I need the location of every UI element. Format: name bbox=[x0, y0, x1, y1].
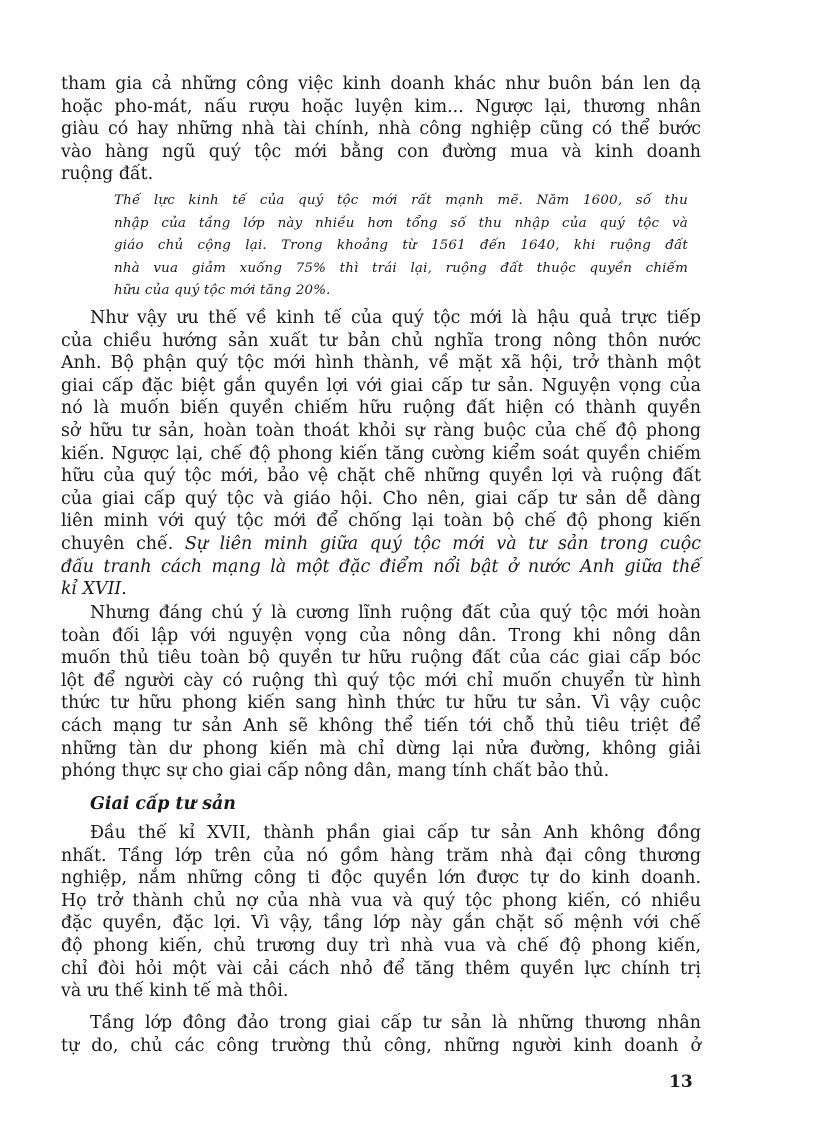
text-line: nghiệp, nắm những công ti độc quyền lớn được tự do kinh doanh. bbox=[61, 868, 701, 889]
text-line: và ưu thế kinh tế mà thôi. bbox=[61, 981, 289, 1002]
text-line: của chiều hướng sản xuất tư bản chủ nghĩa trong nông thôn nước bbox=[61, 330, 701, 351]
text-line: nhất. Tầng lớp trên của nó gồm hàng trăm nhà đại công thương bbox=[61, 845, 701, 866]
text-line: sở hữu tư sản, hoàn toàn thoát khỏi sự ràng buộc của chế độ phong bbox=[61, 420, 701, 441]
text-line: tự do, chủ các công trường thủ công, những người kinh doanh ở bbox=[61, 1035, 701, 1056]
text-line: Họ trở thành chủ nợ của nhà vua và quý tộc phong kiến, có nhiều bbox=[61, 890, 701, 911]
text-line: thức tư hữu phong kiến sang hình thức tư hữu tư sản. Vì vậy cuộc bbox=[61, 693, 701, 714]
text-line: phóng thực sự cho giai cấp nông dân, mang tính chất bảo thủ. bbox=[61, 761, 610, 782]
quote-line: nhập của tầng lớp này nhiều hơn tổng số thu nhập của quý tộc và bbox=[114, 215, 688, 231]
text-line: giàu có hay những nhà tài chính, nhà công nghiệp cũng có thể bước bbox=[61, 119, 701, 140]
text-run: chuyên chế. bbox=[61, 533, 185, 554]
section-heading: Giai cấp tư sản bbox=[90, 794, 236, 814]
text-line: muốn thủ tiêu toàn bộ quyền tư hữu ruộng đất của các giai cấp bóc bbox=[61, 648, 701, 669]
paragraph-free-merchants bbox=[61, 1012, 701, 1057]
text-line: Nhưng đáng chú ý là cương lĩnh ruộng đất của quý tộc mới hoàn bbox=[90, 603, 701, 623]
text-line: vào hàng ngũ quý tộc mới bằng con đường mua và kinh doanh bbox=[61, 141, 701, 162]
italic-text-line: kỉ XVII. bbox=[61, 579, 127, 600]
text-line: hữu của quý tộc mới, bảo vệ chặt chẽ những quyền lợi và ruộng đất bbox=[61, 466, 701, 487]
paragraph-continued bbox=[61, 73, 701, 186]
quote-line: hữu của quý tộc mới tăng 20%. bbox=[114, 283, 331, 299]
italic-text-line: đấu tranh cách mạng là một đặc điểm nổi bật ở nước Anh giữa thế bbox=[61, 556, 701, 577]
text-line: độ phong kiến, chủ trương duy trì nhà vua và chế độ phong kiến, bbox=[61, 935, 701, 956]
text-line: giai cấp đặc biệt gắn quyền lợi với giai cấp tư sản. Nguyện vọng của bbox=[61, 375, 701, 396]
text-line: hoặc pho-mát, nấu rượu hoặc luyện kim... Ngược lại, thương nhân bbox=[61, 96, 701, 117]
quote-line: nhà vua giảm xuống 75% thì trái lại, ruộng đất thuộc quyền chiếm bbox=[114, 260, 688, 276]
text-line: ruộng đất. bbox=[61, 164, 154, 185]
page-number: 13 bbox=[669, 1072, 693, 1092]
text-line: những tàn dư phong kiến mà chỉ dừng lại nửa đường, không giải bbox=[61, 738, 701, 759]
text-line: đặc quyền, đặc lợi. Vì vậy, tầng lớp này gắn chặt số mệnh với chế bbox=[61, 913, 701, 934]
italic-text-run: Sự liên minh giữa quý tộc mới và tư sản trong cuộc bbox=[184, 533, 701, 554]
text-line: nó là muốn biến quyền chiếm hữu ruộng đất hiện có thành quyền bbox=[61, 398, 701, 419]
text-line: lột để người cày có ruộng thì quý tộc mới chỉ muốn chuyển từ hình bbox=[61, 670, 701, 691]
text-line: kiến. Ngược lại, chế độ phong kiến tăng cường kiểm soát quyền chiếm bbox=[61, 443, 701, 464]
text-line: cách mạng tư sản Anh sẽ không thể tiến tới chỗ thủ tiêu triệt để bbox=[61, 715, 701, 736]
text-line: Tầng lớp đông đảo trong giai cấp tư sản là những thương nhân bbox=[90, 1013, 701, 1033]
quote-line: giáo chủ cộng lại. Trong khoảng từ 1561 đến 1640, khi ruộng đất bbox=[114, 238, 688, 254]
paragraph-bourgeoisie bbox=[61, 822, 701, 1003]
text-line: liên minh với quý tộc mới để chống lại toàn bộ chế độ phong kiến bbox=[61, 511, 701, 532]
text-line: toàn đối lập với nguyện vọng của nông dân. Trong khi nông dân bbox=[61, 625, 701, 646]
text-line: Anh. Bộ phận quý tộc mới hình thành, về mặt xã hội, trở thành một bbox=[61, 353, 701, 374]
quote-line: Thế lực kinh tế của quý tộc mới rất mạnh mẽ. Năm 1600, số thu bbox=[114, 193, 688, 208]
paragraph-land-program bbox=[61, 602, 701, 783]
text-line: chỉ đòi hỏi một vài cải cách nhỏ để tăng thêm quyền lực chính trị bbox=[61, 958, 701, 979]
text-line: tham gia cả những công việc kinh doanh khác như buôn bán len dạ bbox=[61, 74, 701, 94]
text-line: Đầu thế kỉ XVII, thành phần giai cấp tư sản Anh không đồng bbox=[90, 823, 701, 843]
italic-quote-block bbox=[114, 190, 688, 303]
text-line: Như vậy ưu thế về kinh tế của quý tộc mới là hậu quả trực tiếp bbox=[90, 308, 701, 328]
text-line: của giai cấp quý tộc và giáo hội. Cho nên, giai cấp tư sản dễ dàng bbox=[61, 488, 701, 509]
text-line-mixed bbox=[61, 533, 701, 556]
paragraph-economic-advantage bbox=[61, 307, 701, 601]
